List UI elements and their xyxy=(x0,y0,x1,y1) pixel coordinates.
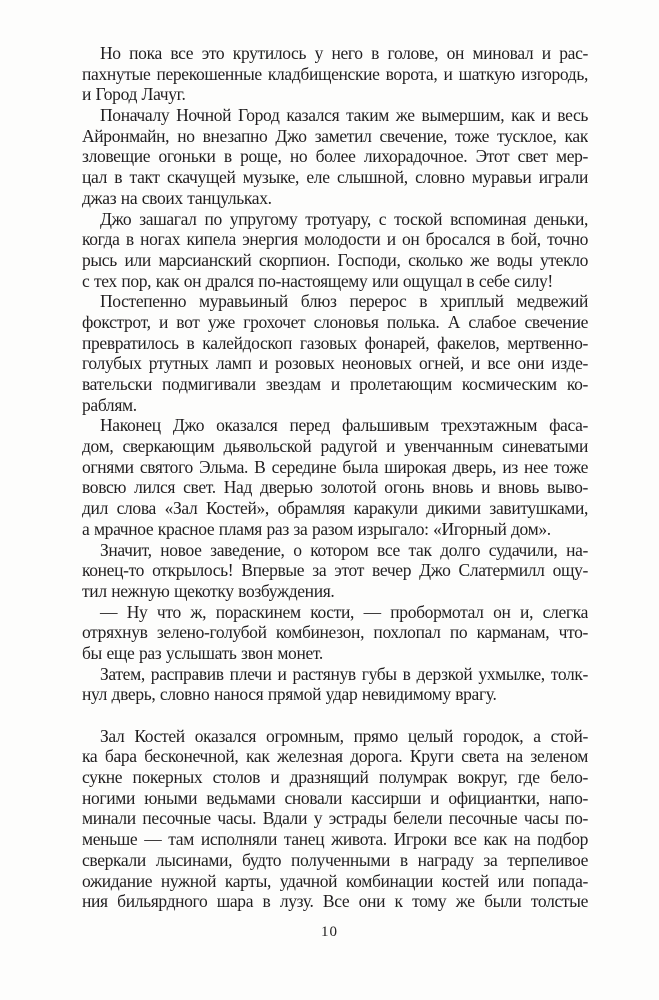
text-line: минали песочные часы. Вдали у эстрады белели песочные часы по- xyxy=(82,808,588,829)
paragraph xyxy=(82,540,588,602)
text-line: — Ну что ж, пораскинем кости, — пробормотал он и, слегка xyxy=(100,601,588,622)
text-line: бы еще раз услышать звон монет. xyxy=(82,642,323,663)
text-line: нул дверь, словно нанося прямой удар невидимому врагу. xyxy=(82,684,497,705)
paragraph xyxy=(82,726,588,912)
text-line: Наконец Джо оказался перед фальшивым трехэтажным фаса- xyxy=(100,415,588,436)
text-line: Джо зашагал по упругому тротуару, с тоской вспоминая деньки, xyxy=(100,208,588,229)
text-line: меньше — там исполняли танец живота. Игроки все как на подбор xyxy=(82,829,588,850)
text-line: конец-то открылось! Впервые за этот вечер Джо Слатермилл ощу- xyxy=(82,560,588,581)
text-line: тил нежную щекотку возбуждения. xyxy=(82,580,335,601)
text-line: ния бильярдного шара в лузу. Все они к тому же были толстые xyxy=(82,891,588,912)
text-line: дом, сверкающим дьявольской радугой и увенчанным синеватыми xyxy=(82,436,588,457)
text-line: дил слова «Зал Костей», обрамляя каракули дикими завитушками, xyxy=(82,498,588,519)
text-line: голубых ртутных ламп и розовых неоновых огней, и все они изде- xyxy=(82,353,588,374)
text-line: ожидание нужной карты, удачной комбинации костей или попада- xyxy=(82,870,588,891)
paragraph xyxy=(82,664,588,705)
text-line: Айронмайн, но внезапно Джо заметил свечение, тоже тусклое, как xyxy=(82,125,588,146)
text-line: и Город Лачуг. xyxy=(82,84,186,105)
text-line: Затем, расправив плечи и растянув губы в дерзкой ухмылке, толк- xyxy=(100,663,588,684)
text-line: раблям. xyxy=(82,394,137,415)
text-line: с тех пор, как он дрался по-настоящему или ощущал в себе силу! xyxy=(82,270,553,291)
paragraph xyxy=(82,291,588,415)
scene-break xyxy=(82,705,588,726)
text-line: ногими юными ведьмами сновали кассирши и официантки, напо- xyxy=(82,787,588,808)
text-line: огнями святого Эльма. В середине была широкая дверь, из нее тоже xyxy=(82,456,588,477)
text-line: сверкали лысинами, будто полученными в награду за терпеливое xyxy=(82,849,588,870)
paragraph xyxy=(82,602,588,664)
paragraph xyxy=(82,415,588,539)
text-line: фокстрот, и вот уже грохочет слоновья полька. А слабое свечение xyxy=(82,311,588,332)
text-block xyxy=(82,43,588,912)
text-line: цал в такт скачущей музыке, еле слышной, словно муравьи играли xyxy=(82,167,588,188)
text-line: отряхнув зелено-голубой комбинезон, похлопал по карманам, что- xyxy=(82,622,588,643)
text-line: Но пока все это крутилось у него в голове, он миновал и рас- xyxy=(100,43,588,63)
text-line: рысь или марсианский скорпион. Господи, сколько же воды утекло xyxy=(82,249,588,270)
text-line: а мрачное красное пламя раз за разом изрыгало: «Игорный дом». xyxy=(82,518,551,539)
text-line: Зал Костей оказался огромным, прямо целый городок, а стой- xyxy=(100,725,588,746)
text-line: Значит, новое заведение, о котором все так долго судачили, на- xyxy=(100,539,588,560)
text-line: когда в ногах кипела энергия молодости и он бросался в бой, точно xyxy=(82,229,588,250)
text-line: вовсю лился свет. Над дверью золотой огонь вновь и вновь выво- xyxy=(82,477,588,498)
page-number: 10 xyxy=(321,924,338,940)
paragraph xyxy=(82,105,588,208)
text-line: Постепенно муравьиный блюз перерос в хриплый медвежий xyxy=(100,291,588,312)
text-line: пахнутые перекошенные кладбищенские ворота, и шаткую изгородь, xyxy=(82,63,588,84)
text-line: вательски подмигивали звездам и пролетающим космическим ко- xyxy=(82,374,588,394)
paragraph xyxy=(82,43,588,105)
text-line: сукне покерных столов и дразнящий полумрак вокруг, где бело- xyxy=(82,767,588,788)
text-line: зловещие огоньки в роще, но более лихорадочное. Этот свет мер- xyxy=(82,146,588,167)
text-line: Поначалу Ночной Город казался таким же вымершим, как и весь xyxy=(100,105,588,126)
text-line: превратилось в калейдоскоп газовых фонарей, факелов, мертвенно- xyxy=(82,332,588,353)
paragraph xyxy=(82,209,588,292)
text-line: джаз на своих танцульках. xyxy=(82,187,272,208)
text-line: ка бара бесконечной, как железная дорога. Круги света на зеленом xyxy=(82,746,588,767)
